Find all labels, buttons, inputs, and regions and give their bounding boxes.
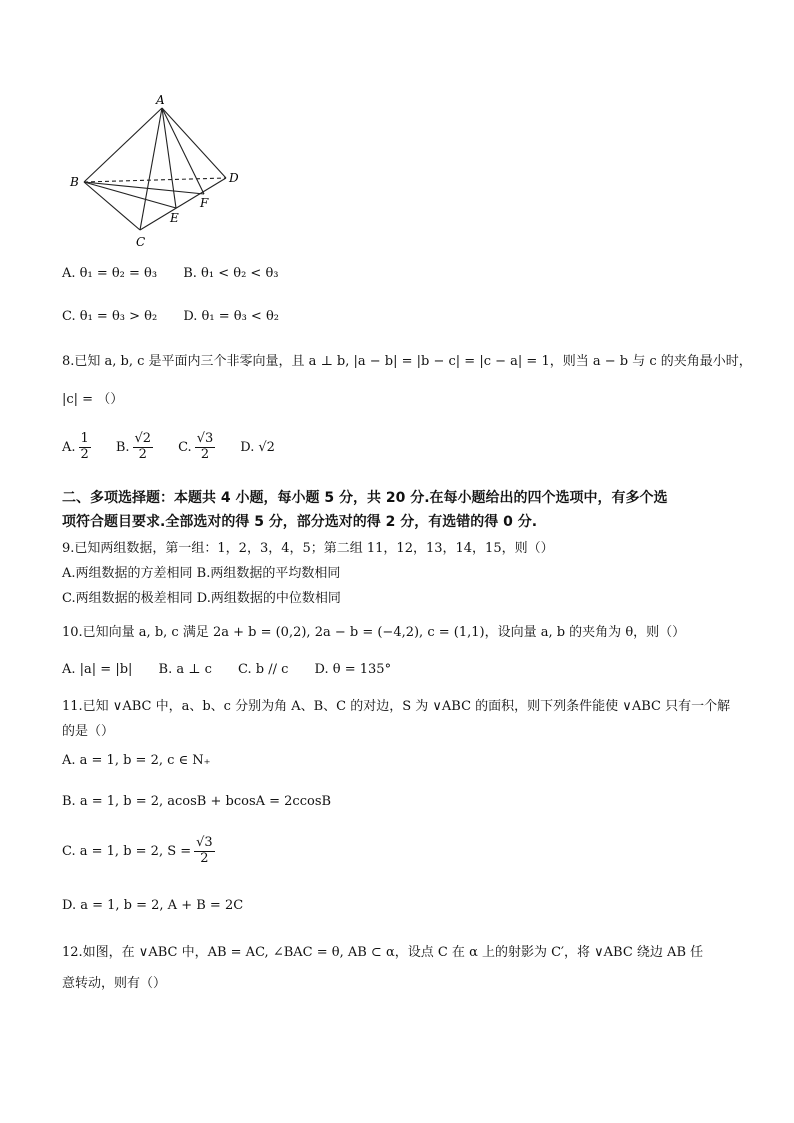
q7-options-row2: [62, 309, 301, 324]
section-2-heading-line1: 二、多项选择题：本题共 4 小题，每小题 5 分，共 20 分.在每小题给出的四个选项中，有多个选: [62, 490, 668, 506]
q9-text: 9.已知两组数据，第一组：1，2，3，4，5；第二组 11，12，13，14，15，则（）: [62, 541, 554, 556]
label-d: D: [229, 171, 239, 185]
label-b: B: [70, 175, 79, 189]
q8-text-2: |c| = （）: [62, 392, 124, 407]
q10-option-a[interactable]: A. |a| = |b|: [62, 662, 133, 677]
q7-option-d[interactable]: D. θ₁ = θ₃ < θ₂: [183, 309, 279, 324]
q8-options: [62, 432, 275, 463]
q11-text: 11.已知 ∨ABC 中，a、b、c 分别为角 A、B、C 的对边，S 为 ∨ABC 的面积，则下列条件能使 ∨ABC 只有一个解: [62, 699, 731, 714]
q8-option-c-fraction: $\frac{√3}{2}$: [196, 431, 214, 462]
label-c: C: [136, 235, 146, 249]
q10-options: [62, 662, 413, 677]
label-a: A: [156, 93, 165, 107]
q7-options-row1: [62, 266, 300, 281]
q9-options-ab[interactable]: A.两组数据的方差相同 B.两组数据的平均数相同: [62, 566, 341, 581]
q8-option-a-fraction: $\frac{1}{2}$: [80, 431, 89, 462]
tetrahedron-figure: [64, 90, 254, 250]
q8-option-c[interactable]: C. $\frac{√3}{2}$: [178, 431, 214, 462]
q8-option-b[interactable]: B. $\frac{√2}{2}$: [115, 431, 152, 462]
q9-options-cd[interactable]: C.两组数据的极差相同 D.两组数据的中位数相同: [62, 591, 341, 606]
q12-text: 12.如图，在 ∨ABC 中，AB = AC, ∠BAC = θ, AB ⊂ α，设点 C 在 α 上的射影为 C′，将 ∨ABC 绕边 AB 任: [62, 945, 704, 960]
q11-option-c[interactable]: C. a = 1, b = 2, S = $\frac{√3}{2}$: [62, 835, 213, 866]
q8-option-b-fraction: $\frac{√2}{2}$: [134, 431, 152, 462]
q10-option-d[interactable]: D. θ = 135°: [314, 662, 392, 677]
q11-option-a[interactable]: A. a = 1, b = 2, c ∈ N₊: [62, 753, 211, 768]
q10-option-c[interactable]: C. b // c: [238, 662, 289, 677]
q8-option-a[interactable]: A. $\frac{1}{2}$: [62, 431, 89, 462]
label-e: E: [170, 211, 179, 225]
tetrahedron-diagram: [64, 90, 254, 250]
q7-option-c[interactable]: C. θ₁ = θ₃ > θ₂: [62, 309, 158, 324]
q11-option-b[interactable]: B. a = 1, b = 2, acosB + bcosA = 2ccosB: [62, 794, 332, 809]
q10-option-b[interactable]: B. a ⊥ c: [158, 662, 212, 677]
q8-text: 8.已知 a, b, c 是平面内三个非零向量，且 a ⊥ b, |a − b| = |b − c| = |c − a| = 1，则当 a − b 与 c 的夹角最小时，: [62, 354, 752, 369]
q11-option-c-fraction: $\frac{√3}{2}$: [196, 835, 213, 866]
q8-option-d[interactable]: D. √2: [240, 439, 275, 455]
q12-text-2: 意转动，则有（）: [62, 976, 167, 991]
q7-option-a[interactable]: A. θ₁ = θ₂ = θ₃: [62, 266, 158, 281]
label-f: F: [200, 196, 209, 210]
section-2-heading-line2: 项符合题目要求.全部选对的得 5 分，部分选对的得 2 分，有选错的得 0 分.: [62, 514, 538, 530]
q11-text-2: 的是（）: [62, 724, 115, 739]
q10-text: 10.已知向量 a, b, c 满足 2a + b = (0,2), 2a − b = (−4,2), c = (1,1)，设向量 a, b 的夹角为 θ，则（）: [62, 625, 686, 640]
q7-option-b[interactable]: B. θ₁ < θ₂ < θ₃: [183, 266, 279, 281]
q11-option-d[interactable]: D. a = 1, b = 2, A + B = 2C: [62, 898, 244, 913]
